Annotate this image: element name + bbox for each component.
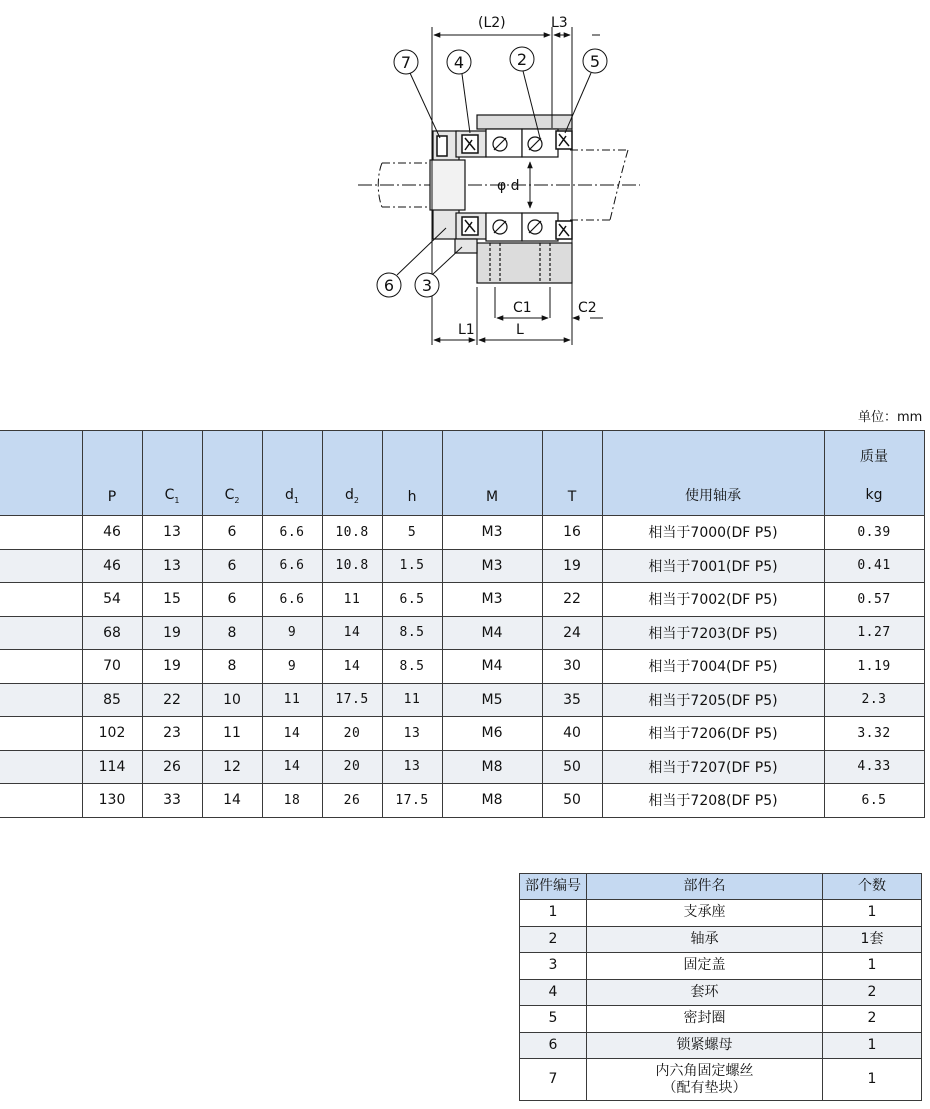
cell-bearing: 相当于7002(DF P5) [602,583,824,617]
cell-d1: 11 [262,683,322,717]
callout-5: 5 [589,52,601,71]
cell-d1: 6.6 [262,516,322,550]
header-model [0,431,82,516]
cell-d2: 10.8 [322,516,382,550]
cell-m: M4 [442,616,542,650]
list-item [520,953,922,980]
cell-part-no: 1 [520,900,587,927]
cell-d1: 6.6 [262,583,322,617]
cell-qty: 2 [823,979,922,1006]
cell-h: 8.5 [382,616,442,650]
header-d2-sub: 2 [353,496,359,505]
cell-m: M5 [442,683,542,717]
cell-bearing: 相当于7203(DF P5) [602,616,824,650]
cell-h: 8.5 [382,650,442,684]
callout-7: 7 [400,53,412,72]
header-p: P [82,431,142,516]
table-row [0,616,924,650]
cell-c1: 33 [142,784,202,818]
header-mass-title: 质量 [860,449,888,465]
cell-c1: 19 [142,616,202,650]
cell-c1: 13 [142,516,202,550]
dim-label-c1: C1 [513,300,532,316]
cell-model [0,650,82,684]
cell-model [0,616,82,650]
header-part-name: 部件名 [587,874,823,900]
cell-p: 70 [82,650,142,684]
cell-part-name: 套环 [587,979,823,1006]
dim-label-c2: C2 [578,300,597,316]
cell-p: 114 [82,750,142,784]
cell-t: 19 [542,549,602,583]
cell-d1: 14 [262,717,322,751]
cell-d2: 20 [322,717,382,751]
header-m: M [442,431,542,516]
cell-part-no: 7 [520,1059,587,1101]
cell-part-no: 4 [520,979,587,1006]
cell-d2: 20 [322,750,382,784]
cell-m: M3 [442,583,542,617]
cell-part-no: 5 [520,1006,587,1033]
cell-bearing: 相当于7000(DF P5) [602,516,824,550]
cell-part-name: 固定盖 [587,953,823,980]
table-row [0,583,924,617]
callout-2: 2 [516,50,528,69]
header-part-no: 部件编号 [520,874,587,900]
cell-c1: 26 [142,750,202,784]
header-d1: $d_1$ [262,431,322,516]
header-qty: 个数 [823,874,922,900]
cell-mass: 3.32 [824,717,924,751]
cell-part-no: 2 [520,926,587,953]
spec-table [0,430,925,818]
cell-d2: 10.8 [322,549,382,583]
cell-d2: 11 [322,583,382,617]
cell-m: M3 [442,516,542,550]
cell-d1: 18 [262,784,322,818]
set-screw [437,136,447,156]
cell-h: 6.5 [382,583,442,617]
cell-h: 11 [382,683,442,717]
header-bearing: 使用轴承 [602,431,824,516]
cell-model [0,784,82,818]
cell-c2: 8 [202,650,262,684]
dim-label-l1: L1 [458,322,475,338]
cell-c2: 14 [202,784,262,818]
cell-mass: 1.27 [824,616,924,650]
cell-h: 5 [382,516,442,550]
header-h: h [382,431,442,516]
cell-m: M3 [442,549,542,583]
header-mass [824,431,924,516]
cell-d2: 26 [322,784,382,818]
header-c1-sub: 1 [174,496,180,505]
cell-p: 102 [82,717,142,751]
bearing-upper [486,129,558,157]
cell-c1: 22 [142,683,202,717]
cell-mass: 2.3 [824,683,924,717]
cell-c1: 13 [142,549,202,583]
header-c1: $C_1$ [142,431,202,516]
cell-d1: 6.6 [262,549,322,583]
cell-mass: 0.39 [824,516,924,550]
header-t: T [542,431,602,516]
cell-c1: 15 [142,583,202,617]
header-c2-sub: 2 [234,496,240,505]
cell-bearing: 相当于7004(DF P5) [602,650,824,684]
spec-header-row [0,431,924,516]
list-item [520,1006,922,1033]
cell-p: 130 [82,784,142,818]
cell-qty: 1套 [823,926,922,953]
table-row [0,717,924,751]
cell-d1: 9 [262,650,322,684]
cell-h: 13 [382,717,442,751]
cell-t: 35 [542,683,602,717]
cell-d2: 17.5 [322,683,382,717]
list-item [520,1059,922,1101]
cell-bearing: 相当于7001(DF P5) [602,549,824,583]
cell-h: 13 [382,750,442,784]
cell-p: 85 [82,683,142,717]
list-item [520,979,922,1006]
cell-c2: 12 [202,750,262,784]
cell-part-name: 密封圈 [587,1006,823,1033]
header-d1-sub: 1 [293,496,299,505]
cell-model [0,549,82,583]
dim-label-l2: (L2) [478,15,506,31]
cell-model [0,717,82,751]
cell-t: 40 [542,717,602,751]
cell-c2: 8 [202,616,262,650]
cell-model [0,750,82,784]
dim-label-l: L [516,322,524,338]
table-row [0,750,924,784]
callout-3: 3 [421,276,433,295]
cell-qty: 1 [823,1059,922,1101]
cell-c1: 19 [142,650,202,684]
cell-c2: 6 [202,516,262,550]
parts-header-row [520,874,922,900]
cell-c1: 23 [142,717,202,751]
cell-part-no: 3 [520,953,587,980]
table-row [0,516,924,550]
cell-d1: 9 [262,616,322,650]
cell-h: 17.5 [382,784,442,818]
header-mass-unit: kg [865,487,883,503]
cell-t: 22 [542,583,602,617]
cell-model [0,583,82,617]
cell-part-name: 轴承 [587,926,823,953]
cell-m: M6 [442,717,542,751]
bearing-lower [486,213,558,241]
cell-mass: 0.57 [824,583,924,617]
cell-bearing: 相当于7207(DF P5) [602,750,824,784]
cell-qty: 1 [823,1032,922,1059]
cell-qty: 2 [823,1006,922,1033]
header-c2: $C_2$ [202,431,262,516]
header-d2: $d_2$ [322,431,382,516]
list-item [520,926,922,953]
cell-model [0,516,82,550]
cell-bearing: 相当于7205(DF P5) [602,683,824,717]
list-item [520,1032,922,1059]
callout-4: 4 [453,53,465,72]
cell-p: 54 [82,583,142,617]
cell-mass: 6.5 [824,784,924,818]
cell-bearing: 相当于7208(DF P5) [602,784,824,818]
cell-d2: 14 [322,650,382,684]
cell-d2: 14 [322,616,382,650]
cell-mass: 0.41 [824,549,924,583]
cell-c2: 6 [202,583,262,617]
cell-p: 46 [82,549,142,583]
cell-model [0,683,82,717]
cell-mass: 4.33 [824,750,924,784]
cell-d1: 14 [262,750,322,784]
table-row [0,650,924,684]
table-row [0,784,924,818]
cell-h: 1.5 [382,549,442,583]
cell-t: 16 [542,516,602,550]
cell-m: M4 [442,650,542,684]
cell-part-no: 6 [520,1032,587,1059]
cell-mass: 1.19 [824,650,924,684]
list-item [520,900,922,927]
bearing-assembly-diagram [0,0,930,400]
cell-c2: 10 [202,683,262,717]
cell-part-name: 支承座 [587,900,823,927]
cell-t: 30 [542,650,602,684]
callout-6: 6 [383,276,395,295]
cell-t: 50 [542,784,602,818]
cell-t: 24 [542,616,602,650]
cell-qty: 1 [823,900,922,927]
cell-c2: 6 [202,549,262,583]
cell-t: 50 [542,750,602,784]
cell-p: 46 [82,516,142,550]
cell-p: 68 [82,616,142,650]
unit-label: 单位：mm [858,410,923,425]
cell-part-name: 锁紧螺母 [587,1032,823,1059]
cell-m: M8 [442,784,542,818]
cell-c2: 11 [202,717,262,751]
dim-label-l3: L3 [551,15,568,31]
cell-qty: 1 [823,953,922,980]
table-row [0,683,924,717]
cell-m: M8 [442,750,542,784]
dim-label-bore: φ d [497,178,520,194]
cell-part-name: 内六角固定螺丝 （配有垫块） [587,1059,823,1101]
table-row [0,549,924,583]
parts-table [519,873,922,1101]
cell-bearing: 相当于7206(DF P5) [602,717,824,751]
